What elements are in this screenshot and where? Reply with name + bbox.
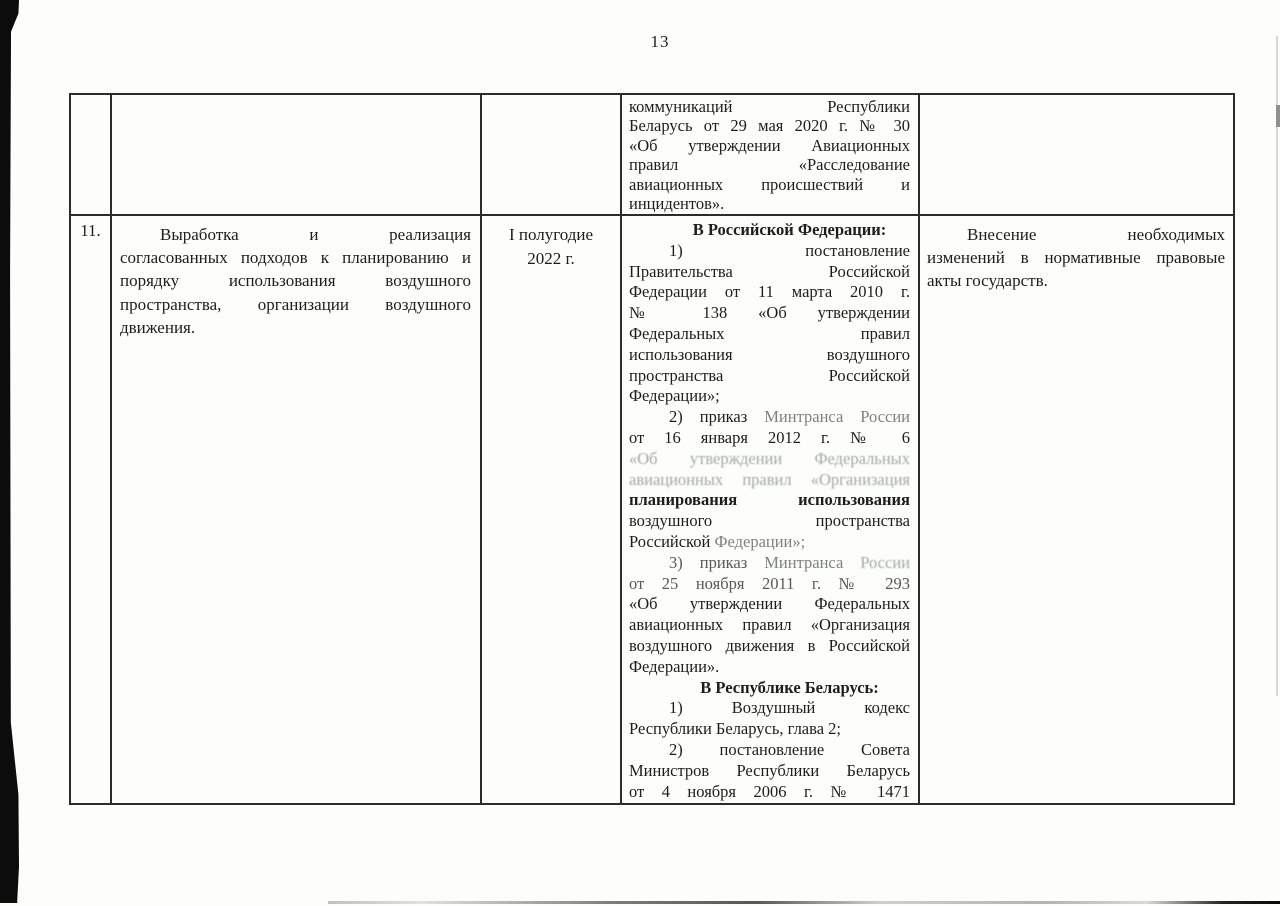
text-line xyxy=(629,782,910,803)
text-segment: авиационных происшествий и xyxy=(629,174,910,194)
text-line xyxy=(629,175,910,194)
text-segment: Федерации»; xyxy=(629,386,720,406)
text-segment: Федерации». xyxy=(629,656,720,676)
text-segment: от 16 января 2012 г. № 6 xyxy=(629,427,910,447)
text-segment: акты государств. xyxy=(927,271,1048,291)
text-line xyxy=(629,719,910,740)
text-segment: «Об утверждении Авиационных xyxy=(629,135,910,155)
text-line xyxy=(482,247,620,271)
text-segment: Федеральных правил xyxy=(629,323,910,343)
text-segment: от 4 ноября 2006 г. № 1471 xyxy=(629,781,910,801)
text-segment: 2022 г. xyxy=(527,248,575,268)
text-segment: движения. xyxy=(120,317,196,337)
text-line xyxy=(629,449,910,470)
text-segment: 2) постановление Совета xyxy=(669,739,910,759)
row-number-text: 11. xyxy=(80,221,101,240)
text-segment: использования воздушного xyxy=(629,344,910,364)
text-segment: Федерации от 11 марта 2010 г. xyxy=(629,282,910,302)
text-line xyxy=(120,316,471,339)
text-segment: инцидентов». xyxy=(629,194,725,214)
text-line xyxy=(120,223,471,246)
text-segment: 2) приказ xyxy=(669,407,765,427)
text-line xyxy=(629,678,910,699)
text-segment: Правительства Российской xyxy=(629,261,910,281)
text-line xyxy=(629,657,910,678)
text-segment: Минтранса России xyxy=(764,407,910,427)
text-segment: пространства, организации воздушного xyxy=(120,294,471,314)
text-line xyxy=(927,223,1225,246)
text-segment: изменений в нормативные правовые xyxy=(927,248,1225,268)
text-segment: порядку использования воздушного xyxy=(120,271,471,291)
text-line xyxy=(629,407,910,428)
text-line xyxy=(629,594,910,615)
cell-row-number-empty xyxy=(71,95,112,214)
text-segment: России xyxy=(860,552,910,572)
text-segment: от 25 ноября 2011 г. № 293 xyxy=(629,573,910,593)
cell-expected-result xyxy=(920,216,1233,803)
cell-term xyxy=(482,216,622,803)
cell-task xyxy=(112,216,482,803)
text-line xyxy=(629,262,910,283)
text-line xyxy=(629,366,910,387)
text-segment: 1) постановление xyxy=(669,240,910,260)
text-segment: Выработка и реализация xyxy=(160,225,471,244)
text-line xyxy=(927,246,1225,269)
text-line xyxy=(629,740,910,761)
text-segment: Минтранса xyxy=(764,552,861,572)
text-segment: авиационных правил «Организация xyxy=(629,469,910,489)
text-line xyxy=(629,574,910,595)
cell-legal-basis xyxy=(622,95,920,214)
text-line xyxy=(629,136,910,155)
text-segment: «Об утверждении Федеральных xyxy=(629,594,910,614)
text-line xyxy=(629,490,910,511)
text-segment: коммуникаций Республики xyxy=(629,97,910,116)
cell-task-empty xyxy=(112,95,482,214)
text-line xyxy=(629,97,910,116)
cell-expected-result-empty xyxy=(920,95,1233,214)
text-line xyxy=(629,511,910,532)
text-line xyxy=(629,615,910,636)
scan-left-edge-artifact xyxy=(0,0,19,903)
text-line xyxy=(629,470,910,491)
text-line xyxy=(629,386,910,407)
text-line xyxy=(629,116,910,135)
text-line xyxy=(629,428,910,449)
text-line xyxy=(629,553,910,574)
text-segment: Республики Беларусь, глава 2; xyxy=(629,719,841,739)
cell-legal-basis xyxy=(622,216,920,803)
text-line xyxy=(629,155,910,174)
text-segment: В Республике Беларусь: xyxy=(700,677,879,697)
text-segment: воздушного пространства xyxy=(629,511,910,531)
text-segment: Внесение необходимых xyxy=(967,225,1225,244)
text-segment: правил «Расследование xyxy=(629,155,910,175)
text-segment: № 138 «Об утверждении xyxy=(629,303,910,323)
table-row-11 xyxy=(71,216,1233,803)
plan-table xyxy=(69,93,1235,805)
text-line xyxy=(629,345,910,366)
text-segment: согласованных подходов к планированию и xyxy=(120,248,471,268)
text-segment: «Об утверждении Федеральных xyxy=(629,448,910,468)
table-row-carryover xyxy=(71,95,1233,216)
text-line xyxy=(927,269,1225,292)
text-segment: планирования использования xyxy=(629,490,910,510)
text-segment: 1) Воздушный кодекс xyxy=(669,698,910,718)
cell-row-number xyxy=(71,216,112,803)
text-segment: Российской xyxy=(629,531,715,551)
text-line xyxy=(629,303,910,324)
text-line xyxy=(120,269,471,292)
text-line xyxy=(629,194,910,213)
scan-bottom-edge-artifact xyxy=(328,901,1280,904)
text-segment: Федерации»; xyxy=(714,531,806,551)
cell-term-empty xyxy=(482,95,622,214)
text-segment: Министров Республики Беларусь xyxy=(629,760,910,780)
text-segment: I полугодие xyxy=(508,225,594,244)
text-line xyxy=(120,246,471,269)
scan-right-blob-artifact xyxy=(1276,105,1280,127)
text-line xyxy=(629,241,910,262)
text-line xyxy=(120,293,471,316)
text-line xyxy=(629,220,910,241)
text-line xyxy=(629,282,910,303)
text-line xyxy=(482,223,620,247)
text-segment: пространства Российской xyxy=(629,365,910,385)
text-line xyxy=(629,698,910,719)
text-segment: 3) приказ xyxy=(669,552,765,572)
page-number: 13 xyxy=(650,32,670,51)
text-line xyxy=(629,761,910,782)
text-line xyxy=(629,324,910,345)
text-line xyxy=(629,532,910,553)
text-segment: Беларусь от 29 мая 2020 г. № 30 xyxy=(629,116,910,136)
text-segment: воздушного движения в Российской xyxy=(629,635,910,655)
text-segment: авиационных правил «Организация xyxy=(629,615,910,635)
text-segment: В Российской Федерации: xyxy=(692,220,887,239)
scan-right-edge-artifact xyxy=(1276,36,1278,696)
text-line xyxy=(629,636,910,657)
